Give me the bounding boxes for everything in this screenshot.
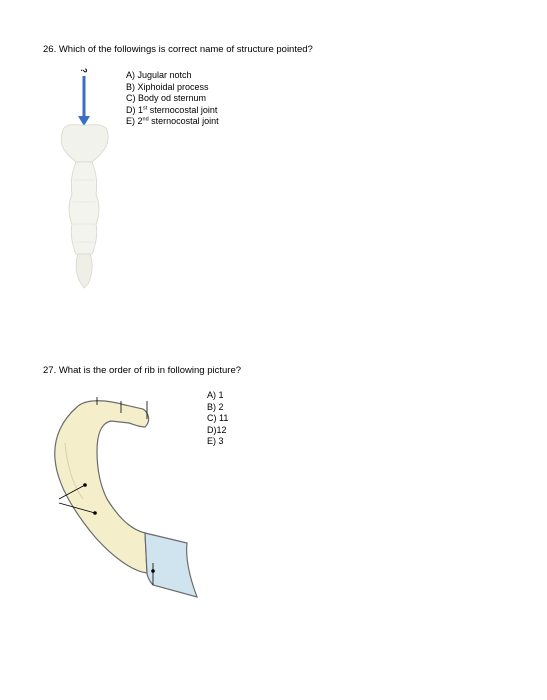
option-e: E) 3 (207, 436, 224, 446)
question-26-title: 26. Which of the followings is correct name of structure pointed? (43, 44, 313, 55)
question-27-options (207, 390, 228, 448)
option-d: D)12 (207, 424, 227, 435)
pointer-arrow-icon (78, 76, 90, 126)
option-a: A) 1 (207, 390, 224, 400)
option-b: B) Xiphoidal process (126, 81, 209, 92)
question-26-options (126, 70, 219, 128)
option-c: C) 11 (207, 413, 229, 423)
sternum-illustration (50, 62, 130, 297)
question-mark-label: ? (79, 68, 88, 73)
option-b: B) 2 (207, 401, 224, 412)
question-27-title: 27. What is the order of rib in following picture? (43, 365, 242, 376)
option-d: D) 1st sternocostal joint (126, 104, 218, 115)
option-a: A) Jugular notch (126, 70, 192, 80)
option-e: E) 2nd sternocostal joint (126, 116, 219, 126)
rib-illustration (45, 395, 205, 605)
rib-bone (55, 401, 149, 573)
option-c: C) Body od sternum (126, 93, 207, 103)
sternum-bone (61, 125, 108, 288)
